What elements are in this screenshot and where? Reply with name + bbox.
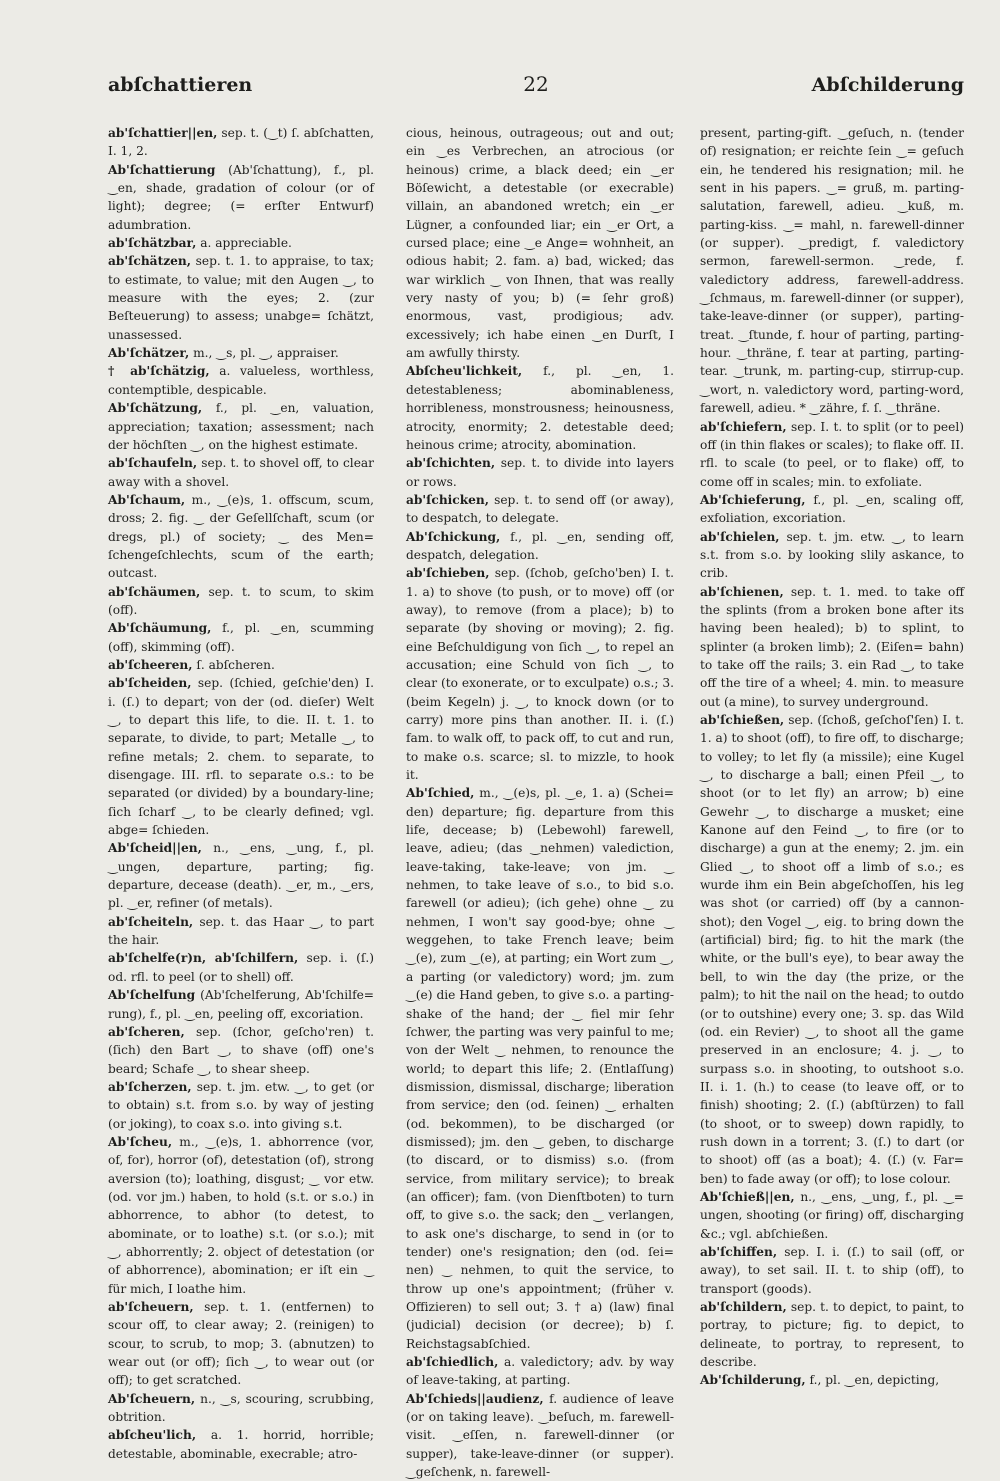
definition-text: n., ‿ens, ‿ung, f., pl. ‿= ungen, shooting (or firing) off, discharging &c.; vgl. abſchießen. (700, 1189, 964, 1241)
definition-text: cious, heinous, outrageous; out and out; ein ‿es Verbrechen, an atrocious (or heinous) crime, a black deed; ein ‿er Böſewicht, a detestable (or execrable) villain, an abandoned wretch; ein ‿er Lügner, a confounded liar; ein ‿er Ort, a cursed place; eine ‿e Ange= wohnheit, an odious habit; 2. fam. a) bad, wicked; das war wirklich ‿ von Ihnen, that was really very nasty of you; b) (= ſehr groß) enormous, vast, prodigious; adv. excessively; ich habe einen ‿en Durſt, I am awfully thirsty. (406, 126, 674, 361)
definition-text: sep. i. (ſ.) od. rfl. to peel (or to shell) off. (108, 951, 374, 984)
definition-text: sep. I. i. (ſ.) to sail (off, or away), to set sail. II. t. to ship (off), to transport (goods). (700, 1244, 964, 1296)
headword: Ab'ſchelfung (108, 988, 196, 1003)
page-header (108, 66, 964, 106)
definition-text: present, parting-gift. ‿geſuch, n. (tender of) resignation; er reichte ſein ‿= geſuch ein, he tendered his resignation; mil. he sent in his papers. ‿= gruß, m. parting-salutation, farewell, adieu. ‿kuß, m. parting-kiss. ‿= mahl, n. farewell-dinner (or supper). ‿predigt, f. valedictory sermon, farewell-sermon. ‿rede, f. valedictory address, farewell-address. ‿ſchmaus, m. farewell-dinner (or supper), take-leave-dinner (or supper), parting-treat. ‿ſtunde, f. hour of parting, parting-hour. ‿thräne, f. tear at parting, parting-tear. ‿trunk, m. parting-cup, stirrup-cup. ‿wort, n. valedictory word, parting-word, farewell, adieu. * ‿zähre, f. ſ. ‿thräne. (700, 126, 964, 416)
dictionary-entry (700, 1298, 964, 1371)
headword: ab'ſcherzen, (108, 1079, 192, 1094)
dictionary-entry (108, 1078, 374, 1133)
dictionary-entry (108, 1390, 374, 1427)
definition-text: f. audience of leave (or on taking leave). ‿beſuch, m. farewell-visit. ‿eſſen, n. farewell-dinner (or supper), take-leave-dinner (or supper). ‿geſchenk, n. farewell- (406, 1391, 674, 1480)
definition-text: sep. t. to scum, to skim (off). (108, 584, 374, 617)
headword: ab'ſcheiden, (108, 676, 192, 691)
definition-text: sep. t. to divide into layers or rows. (406, 456, 674, 489)
headword: † ab'ſchätzig, (108, 364, 210, 379)
dictionary-entry (108, 949, 374, 986)
headword: ab'ſchiefern, (700, 419, 787, 434)
dictionary-entry (406, 784, 674, 1353)
dictionary-entry (108, 344, 374, 362)
dictionary-entry (700, 528, 964, 583)
headword: abſcheu'lich, (108, 1428, 197, 1443)
headword: ab'ſchattier||en, (108, 126, 218, 140)
page-number: 22 (523, 72, 549, 96)
definition-text: sep. t. jm. etw. ‿, to get (or to obtain) s.t. from s.o. by way of jesting (or joking), to coax s.o. into giving s.t. (108, 1079, 374, 1131)
headword: Ab'ſchätzer, (108, 346, 190, 361)
definition-text: m., ‿(e)s, 1. abhorrence (vor, of, for), horror (of), detestation (of), strong aversion (to); loathing, disgust; ‿ vor etw. (od. vor jm.) haben, to hold (s.t. or s.o.) in abhorrence, to abhor (to detest, to abominate, or to loathe) s.t. (or s.o.); mit ‿, abhorrently; 2. object of detestation (or of abhorrence), abomination; er iſt ein ‿ für mich, I loathe him. (108, 1134, 374, 1296)
definition-text: sep. t. (‿t) ſ. abſchatten, I. 1, 2. (108, 126, 374, 159)
dictionary-entry (108, 124, 374, 161)
column-3 (700, 124, 964, 1390)
dictionary-entry (700, 124, 964, 418)
definition-text: sep. (ſchoß, geſchoſ'ſen) I. t. 1. a) to shoot (off), to fire off, to discharge; to volley; to let fly (a missile); eine Kugel ‿, to discharge a ball; einen Pfeil ‿, to shoot (or to let fly) an arrow; b) eine Gewehr ‿, to discharge a musket; eine Kanone auf den Feind ‿, to fire (or to discharge) a gun at the enemy; 2. jm. ein Glied ‿, to shoot off a limb of s.o.; es wurde ihm ein Bein abgeſchoſſen, his leg was shot (or carried) off (by a cannon-shot); den Vogel ‿, eig. to bring down the (artificial) bird; fig. to hit the mark (the white, or the bull's eye), to bear away the bell, to win the day (the prize, or the palm); to hit the nail on the head; to outdo (or to outshine) every one; 3. sp. das Wild (od. ein Revier) ‿, to shoot all the game preserved in an enclosure; 4. j. ‿, to surpass s.o. in shooting, to outshoot s.o. II. i. 1. (h.) to cease (to leave off, or to finish) shooting; 2. (ſ.) (abſtürzen) to fall (to shoot, or to sweep) down rapidly, to rush down in a torrent; 3. (ſ.) to dart (or to shoot) off (as a boat); 4. (ſ.) (v. Far= ben) to fade away (or off); to lose colour. (700, 713, 964, 1186)
headword: ab'ſchiedlich, (406, 1355, 499, 1370)
definition-text: sep. t. to shovel off, to clear away with a shovel. (108, 456, 374, 489)
dictionary-entry (108, 913, 374, 950)
dictionary-entry (700, 491, 964, 528)
headword: ab'ſchicken, (406, 492, 490, 507)
headword: ab'ſchielen, (700, 529, 780, 544)
dictionary-entry (108, 1298, 374, 1390)
dictionary-entry (700, 1188, 964, 1243)
definition-text: f., pl. ‿en, 1. detestableness; abominableness, horribleness, monstrousness; heinousness, atrocity, enormity; 2. detestable deed; heinous crime; atrocity, abomination. (406, 364, 674, 452)
dictionary-entry (406, 1390, 674, 1481)
column-2 (406, 124, 674, 1481)
headword: ab'ſchienen, (700, 584, 784, 599)
headword: ab'ſcheren, (108, 1024, 185, 1039)
dictionary-entry (700, 583, 964, 711)
definition-text: sep. (ſchor, geſcho'ren) t. (ſich) den Bart ‿, to shave (off) one's beard; Schafe ‿, to shear sheep. (108, 1024, 374, 1076)
definition-text: f., pl. ‿en, sending off, despatch, delegation. (406, 529, 674, 562)
header-right-catchword: Abſchilderung (811, 74, 964, 96)
dictionary-entry (108, 583, 374, 620)
definition-text: n., ‿s, scouring, scrubbing, obtrition. (108, 1391, 374, 1425)
dictionary-entry (406, 124, 674, 362)
definition-text: m., ‿(e)s, pl. ‿e, 1. a) (Schei= den) departure; fig. departure from this life, decease; b) (Lebewohl) farewell, leave, adieu; (das ‿nehmen) valediction, leave-taking, take-leave; von jm. ‿ nehmen, to take leave of s.o., to bid s.o. farewell (or adieu); (ich gehe) ohne ‿ zu nehmen, I won't say good-bye; ohne ‿ weggehen, to take French leave; beim ‿(e), zum ‿(e), at parting; ein Wort zum ‿, a parting (or valedictory) word; jm. zum ‿(e) die Hand geben, to give s.o. a parting-shake of the hand; der ‿ fiel mir ſehr ſchwer, the parting was very painful to me; von der Welt ‿ nehmen, to renounce the world; to depart this life; 2. (Entlaſſung) dismission, dismissal, discharge; liberation from service; den (od. ſeinen) ‿ erhalten (od. bekommen), to be discharged (or dismissed); jm. den ‿ geben, to discharge (to discard, or to dismiss) s.o. (from service, from military service); to break (an officer); fam. (von Dienſtboten) to turn off, to give s.o. the sack; den ‿ verlangen, to ask one's discharge, to send in (or to tender) one's resignation; den (od. ſei= nen) ‿ nehmen, to quit the service, to throw up one's appointment; (früher v. Offizieren) to sell out; 3. † a) (law) final (judicial) decision (or decree); b) ſ. Reichstagsabſchied. (406, 786, 674, 1351)
definition-text: sep. t. 1. to appraise, to tax; to estimate, to value; mit den Augen ‿, to measure with the eyes; 2. (zur Beſteuerung) to assess; unabge= ſchätzt, unassessed. (108, 254, 374, 342)
definition-text: (Ab'ſchelferung, Ab'ſchilfe= rung), f., pl. ‿en, peeling off, excoriation. (108, 988, 374, 1021)
definition-text: n., ‿ens, ‿ung, f., pl. ‿ungen, departure, parting; fig. departure, decease (death). ‿er, m., ‿ers, pl. ‿er, refiner (of metals). (108, 841, 374, 911)
headword: ab'ſcheiteln, (108, 914, 194, 929)
dictionary-entry (406, 564, 674, 784)
dictionary-entry (406, 528, 674, 565)
dictionary-entry (108, 1023, 374, 1078)
dictionary-entry (406, 1353, 674, 1390)
definition-text: f., pl. ‿en, valuation, appreciation; taxation; assessment; nach der höchſten ‿, on the highest estimate. (108, 401, 374, 452)
dictionary-entry (108, 674, 374, 839)
headword: Ab'ſchaum, (108, 492, 186, 507)
dictionary-entry (108, 986, 374, 1023)
headword: Ab'ſcheuern, (108, 1391, 196, 1406)
headword: ab'ſchelfe(r)n, ab'ſchilfern, (108, 951, 299, 966)
dictionary-entry (406, 362, 674, 454)
definition-text: (Ab'ſchattung), f., pl. ‿en, shade, gradation of colour (or of light); degree; (= erſter Entwurf) adumbration. (108, 162, 374, 232)
headword: ab'ſchaufeln, (108, 456, 198, 471)
dictionary-entry (700, 711, 964, 1188)
headword: Ab'ſcheid||en, (108, 841, 202, 856)
definition-text: a. appreciable. (196, 236, 292, 251)
definition-text: f., pl. ‿en, scumming (off), skimming (off). (108, 621, 374, 654)
dictionary-entry (108, 619, 374, 656)
dictionary-entry (108, 656, 374, 674)
headword: ab'ſchießen, (700, 713, 785, 727)
headword: ab'ſchildern, (700, 1300, 787, 1314)
headword: Ab'ſchieds||audienz, (406, 1391, 544, 1406)
headword: Ab'ſchätzung, (108, 401, 203, 416)
definition-text: ſ. abſcheren. (192, 657, 275, 672)
headword: Ab'ſchattierung (108, 162, 216, 177)
header-left-catchword: abſchattieren (108, 74, 253, 96)
dictionary-entry (700, 1243, 964, 1298)
definition-text: sep. (ſchied, geſchie'den) I. i. (ſ.) to depart; von der (od. dieſer) Welt ‿, to depart this life, to die. II. t. 1. to separate, to divide, to part; Metalle ‿, to refine metals; 2. chem. to separate, to disengage. III. rfl. to separate o.s.: to be separated (or divided) by a boundary-line; ſich ſcharf ‿, to be clearly defined; vgl. abge= ſchieden. (108, 676, 374, 838)
dictionary-entry (108, 1426, 374, 1463)
definition-text: sep. t. 1. (entfernen) to scour off, to clear away; 2. (reinigen) to scour, to scrub, to mop; 3. (abnutzen) to wear out (or off); ſich ‿, to wear out (or off); to get scratched. (108, 1300, 374, 1388)
definition-text: sep. t. das Haar ‿, to part the hair. (108, 914, 374, 948)
headword: ab'ſchieben, (406, 566, 490, 581)
headword: Ab'ſcheu, (108, 1134, 173, 1149)
dictionary-entry (700, 418, 964, 491)
definition-text: f., pl. ‿en, depicting, (805, 1373, 940, 1388)
definition-text: m., ‿(e)s, 1. offscum, scum, dross; 2. fig. ‿ der Geſellſchaft, scum (or dregs, pl.) of society; ‿ des Men= ſchengeſchlechts, scum of the earth; outcast. (108, 492, 374, 581)
headword: Ab'ſchieferung, (700, 492, 806, 507)
definition-text: sep. (ſchob, geſcho'ben) I. t. 1. a) to shove (to push, or to move) off (or away), to remove (from a place); b) to separate (by shoving or moving); 2. fig. eine Beſchuldigung von ſich ‿, to repel an accusation; eine Schuld von ſich ‿, to clear (to exonerate, or to exculpate) o.s.; 3. (beim Kegeln) j. ‿, to knock down (or to carry) more pins than another. II. i. (ſ.) fam. to walk off, to pack off, to cut and run, to make o.s. scarce; sl. to mizzle, to hook it. (406, 566, 674, 783)
dictionary-entry (108, 1133, 374, 1298)
headword: Ab'ſchieß||en, (700, 1189, 795, 1204)
dictionary-entry (108, 399, 374, 454)
headword: ab'ſcheuern, (108, 1300, 194, 1314)
definition-text: sep. t. jm. etw. ‿, to learn s.t. from s.o. by looking slily askance, to crib. (700, 529, 964, 581)
dictionary-entry (108, 234, 374, 252)
headword: Ab'ſchäumung, (108, 621, 212, 636)
definition-text: m., ‿s, pl. ‿, appraiser. (189, 346, 339, 361)
definition-text: a. valedictory; adv. by way of leave-taking, at parting. (406, 1355, 674, 1388)
definition-text: sep. t. to send off (or away), to despatch, to delegate. (406, 492, 674, 526)
column-1 (108, 124, 374, 1463)
dictionary-entry (108, 161, 374, 234)
dictionary-entry (700, 1371, 964, 1389)
headword: ab'ſchichten, (406, 456, 496, 471)
definition-text: sep. I. t. to split (or to peel) off (in thin flakes or scales); to flake off. II. rfl. to scale (to peel, or to flake) off, to come off in scales; min. to exfoliate. (700, 419, 964, 489)
definition-text: a. 1. horrid, horrible; detestable, abominable, execrable; atro- (108, 1428, 374, 1461)
dictionary-entry (108, 362, 374, 399)
definition-text: f., pl. ‿en, scaling off, exfoliation, excoriation. (700, 492, 964, 526)
dictionary-entry (406, 491, 674, 528)
headword: ab'ſchätzbar, (108, 236, 197, 251)
definition-text: a. valueless, worthless, contemptible, despicable. (108, 364, 375, 397)
headword: Abſcheu'lichkeit, (406, 364, 523, 379)
dictionary-entry (108, 454, 374, 491)
headword: Ab'ſchied, (406, 786, 475, 801)
headword: ab'ſchiffen, (700, 1244, 778, 1259)
headword: ab'ſcheeren, (108, 657, 193, 672)
dictionary-entry (108, 839, 374, 912)
dictionary-entry (108, 491, 374, 583)
headword: Ab'ſchickung, (406, 529, 501, 544)
dictionary-entry (406, 454, 674, 491)
dictionary-entry (108, 252, 374, 344)
headword: ab'ſchätzen, (108, 254, 191, 269)
definition-text: sep. t. 1. med. to take off the splints (from a broken bone after its having been healed); b) to splint, to splinter (a broken limb); 2. (Eiſen= bahn) to take off the rails; 3. ein Rad ‿, to take off the tire of a wheel; 4. min. to measure out (a mine), to survey underground. (700, 584, 964, 709)
headword: Ab'ſchilderung, (700, 1373, 806, 1388)
definition-text: sep. t. to depict, to paint, to portray, to picture; fig. to depict, to delineate, to portray, to represent, to describe. (700, 1300, 964, 1370)
headword: ab'ſchäumen, (108, 584, 201, 599)
